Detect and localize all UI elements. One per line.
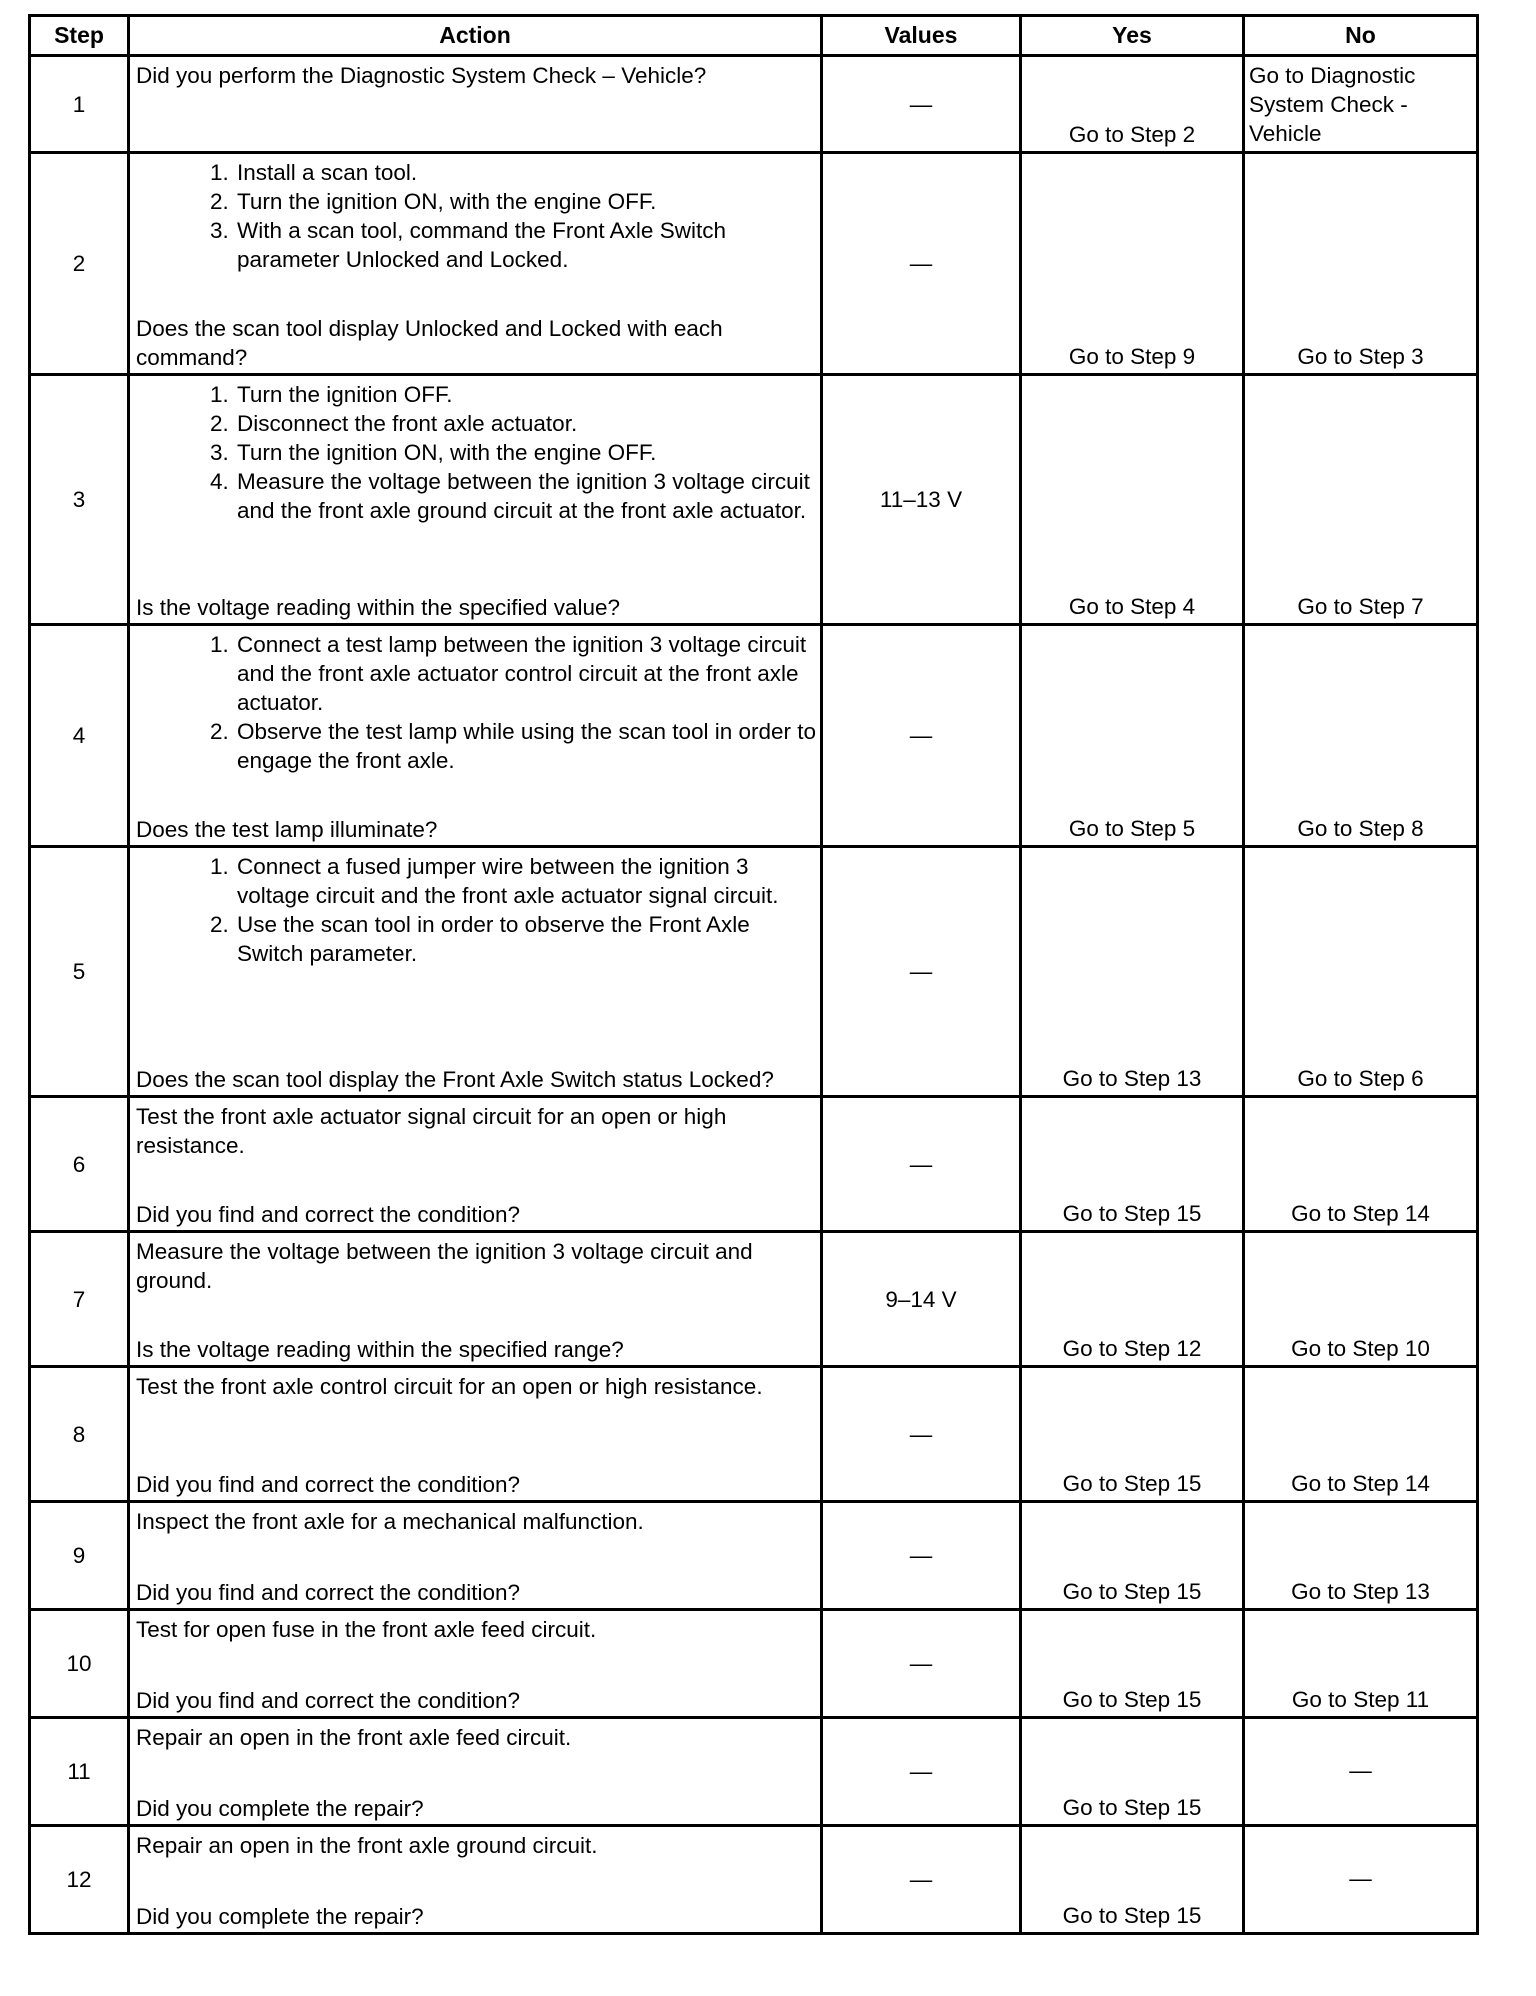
- yes-cell: Go to Step 4: [1021, 375, 1244, 625]
- procedure-item: 2. Use the scan tool in order to observe the Front Axle Switch parameter.: [235, 910, 817, 968]
- values-cell: —: [822, 1610, 1021, 1718]
- no-cell: Go to Step 13: [1244, 1502, 1478, 1610]
- header-step: Step: [30, 16, 129, 56]
- action-text: Did you perform the Diagnostic System Check – Vehicle?: [136, 63, 707, 88]
- table-row: [30, 1502, 1478, 1610]
- values-cell: —: [822, 847, 1021, 1097]
- table-row: [30, 1718, 1478, 1826]
- procedure-item: 1. Turn the ignition OFF.: [235, 380, 817, 409]
- values-cell: —: [822, 1367, 1021, 1502]
- question-text: Does the scan tool display Unlocked and Locked with each command?: [136, 316, 723, 370]
- procedure-list: [136, 852, 817, 968]
- question-text: Did you find and correct the condition?: [136, 1202, 520, 1227]
- step-number: 8: [30, 1367, 129, 1502]
- step-number: 2: [30, 153, 129, 375]
- values-cell: 11–13 V: [822, 375, 1021, 625]
- step-number: 3: [30, 375, 129, 625]
- procedure-item: 1. Install a scan tool.: [235, 158, 817, 187]
- procedure-item: 3. With a scan tool, command the Front Axle Switch parameter Unlocked and Locked.: [235, 216, 817, 274]
- action-cell: [129, 1502, 822, 1610]
- question-text: Did you complete the repair?: [136, 1904, 424, 1929]
- header-row: [30, 16, 1478, 56]
- table-row: [30, 847, 1478, 1097]
- step-number: 10: [30, 1610, 129, 1718]
- action-cell: [129, 1097, 822, 1232]
- header-action: Action: [129, 16, 822, 56]
- question-text: Did you complete the repair?: [136, 1796, 424, 1821]
- question-text: Did you find and correct the condition?: [136, 1580, 520, 1605]
- values-cell: —: [822, 153, 1021, 375]
- diagnostic-table: [28, 14, 1479, 1935]
- question-text: Is the voltage reading within the specified value?: [136, 595, 621, 620]
- no-cell: —: [1244, 1718, 1478, 1826]
- table-row: [30, 1367, 1478, 1502]
- no-cell: Go to Step 8: [1244, 625, 1478, 847]
- step-number: 7: [30, 1232, 129, 1367]
- action-cell: [129, 153, 822, 375]
- question-text: Does the scan tool display the Front Axle Switch status Locked?: [136, 1067, 774, 1092]
- step-number: 9: [30, 1502, 129, 1610]
- header-no: No: [1244, 16, 1478, 56]
- values-cell: 9–14 V: [822, 1232, 1021, 1367]
- table-body: [30, 56, 1478, 1934]
- procedure-list: [136, 630, 817, 775]
- action-text: Repair an open in the front axle feed circuit.: [136, 1725, 572, 1750]
- no-cell: Go to Step 6: [1244, 847, 1478, 1097]
- no-cell: Go to Step 10: [1244, 1232, 1478, 1367]
- procedure-list: [136, 380, 817, 525]
- action-cell: [129, 1367, 822, 1502]
- action-cell: [129, 1826, 822, 1934]
- question-text: Did you find and correct the condition?: [136, 1472, 520, 1497]
- no-cell: Go to Diagnostic System Check - Vehicle: [1244, 56, 1478, 153]
- procedure-item: 1. Connect a test lamp between the ignition 3 voltage circuit and the front axle actuator control circuit at the front axle actuator.: [235, 630, 817, 717]
- yes-cell: Go to Step 5: [1021, 625, 1244, 847]
- procedure-item: 3. Turn the ignition ON, with the engine OFF.: [235, 438, 817, 467]
- procedure-list: [136, 158, 817, 274]
- yes-cell: Go to Step 2: [1021, 56, 1244, 153]
- values-cell: —: [822, 1826, 1021, 1934]
- action-text: Test for open fuse in the front axle feed circuit.: [136, 1617, 597, 1642]
- procedure-item: 4. Measure the voltage between the ignition 3 voltage circuit and the front axle ground circuit at the front axle actuator.: [235, 467, 817, 525]
- procedure-item: 1. Connect a fused jumper wire between the ignition 3 voltage circuit and the front axle actuator signal circuit.: [235, 852, 817, 910]
- values-cell: —: [822, 56, 1021, 153]
- procedure-item: 2. Disconnect the front axle actuator.: [235, 409, 817, 438]
- table-row: [30, 56, 1478, 153]
- action-cell: [129, 56, 822, 153]
- no-cell: Go to Step 7: [1244, 375, 1478, 625]
- values-cell: —: [822, 1718, 1021, 1826]
- values-cell: —: [822, 1502, 1021, 1610]
- yes-cell: Go to Step 15: [1021, 1367, 1244, 1502]
- procedure-item: 2. Observe the test lamp while using the scan tool in order to engage the front axle.: [235, 717, 817, 775]
- table-row: [30, 153, 1478, 375]
- values-cell: —: [822, 625, 1021, 847]
- no-cell: —: [1244, 1826, 1478, 1934]
- question-text: Does the test lamp illuminate?: [136, 817, 438, 842]
- yes-cell: Go to Step 15: [1021, 1826, 1244, 1934]
- action-text: Test the front axle control circuit for an open or high resistance.: [136, 1374, 763, 1399]
- table-row: [30, 375, 1478, 625]
- no-cell: Go to Step 11: [1244, 1610, 1478, 1718]
- question-text: Is the voltage reading within the specified range?: [136, 1337, 624, 1362]
- table-row: [30, 1610, 1478, 1718]
- no-cell: Go to Step 14: [1244, 1097, 1478, 1232]
- yes-cell: Go to Step 15: [1021, 1610, 1244, 1718]
- step-number: 4: [30, 625, 129, 847]
- table-row: [30, 1097, 1478, 1232]
- header-yes: Yes: [1021, 16, 1244, 56]
- yes-cell: Go to Step 15: [1021, 1718, 1244, 1826]
- action-text: Inspect the front axle for a mechanical malfunction.: [136, 1509, 644, 1534]
- yes-cell: Go to Step 13: [1021, 847, 1244, 1097]
- action-cell: [129, 375, 822, 625]
- step-number: 5: [30, 847, 129, 1097]
- table-row: [30, 625, 1478, 847]
- yes-cell: Go to Step 9: [1021, 153, 1244, 375]
- header-values: Values: [822, 16, 1021, 56]
- table-row: [30, 1826, 1478, 1934]
- action-cell: [129, 1718, 822, 1826]
- procedure-item: 2. Turn the ignition ON, with the engine OFF.: [235, 187, 817, 216]
- table-row: [30, 1232, 1478, 1367]
- yes-cell: Go to Step 15: [1021, 1502, 1244, 1610]
- no-cell: Go to Step 14: [1244, 1367, 1478, 1502]
- action-cell: [129, 1232, 822, 1367]
- values-cell: —: [822, 1097, 1021, 1232]
- action-cell: [129, 847, 822, 1097]
- no-cell: Go to Step 3: [1244, 153, 1478, 375]
- step-number: 11: [30, 1718, 129, 1826]
- action-cell: [129, 625, 822, 847]
- step-number: 6: [30, 1097, 129, 1232]
- action-text: Repair an open in the front axle ground circuit.: [136, 1833, 598, 1858]
- action-text: Measure the voltage between the ignition 3 voltage circuit and ground.: [136, 1239, 753, 1293]
- action-cell: [129, 1610, 822, 1718]
- yes-cell: Go to Step 15: [1021, 1097, 1244, 1232]
- step-number: 12: [30, 1826, 129, 1934]
- step-number: 1: [30, 56, 129, 153]
- yes-cell: Go to Step 12: [1021, 1232, 1244, 1367]
- action-text: Test the front axle actuator signal circuit for an open or high resistance.: [136, 1104, 727, 1158]
- question-text: Did you find and correct the condition?: [136, 1688, 520, 1713]
